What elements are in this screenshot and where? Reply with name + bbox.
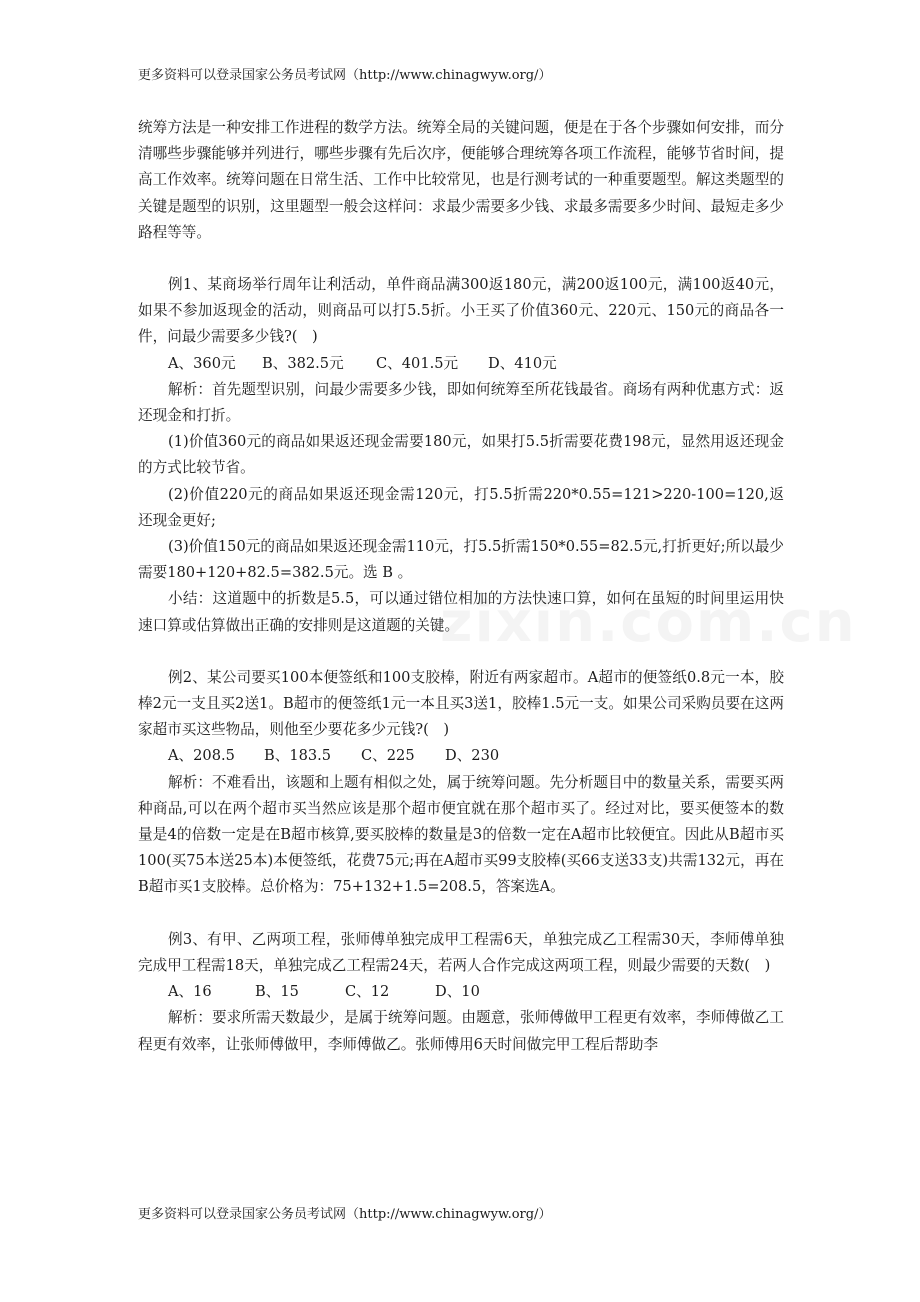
option-c: C、401.5元 (376, 354, 459, 372)
page-header: 更多资料可以登录国家公务员考试网（http://www.chinagwyw.org/） (138, 68, 552, 83)
example-1-summary: 小结：这道题中的折数是5.5，可以通过错位相加的方法快速口算，如何在虽短的时间里运用快速口算或估算做出正确的安排则是这道题的关键。 (138, 590, 784, 634)
option-d: D、230 (445, 747, 500, 765)
example-3-analysis: 解析：要求所需天数最少，是属于统筹问题。由题意，张师傅做甲工程更有效率，李师傅做乙工程更有效率，让张师傅做甲，李师傅做乙。张师傅用6天时间做完甲工程后帮助李 (138, 1009, 784, 1053)
example-2-question: 例2、某公司要买100本便签纸和100支胶棒，附近有两家超市。A超市的便签纸0.8元一本，胶棒2元一支且买2送1。B超市的便签纸1元一本且买3送1，胶棒1.5元一支。如果公司采购员要在这两家超市买这些物品，则他至少要花多少元钱?( ) (138, 668, 784, 739)
option-d: D、410元 (488, 354, 557, 372)
option-a: A、208.5 (168, 747, 235, 765)
example-2-options (138, 743, 784, 769)
example-1-question: 例1、某商场举行周年让利活动，单件商品满300返180元，满200返100元，满100返40元，如果不参加返现金的活动，则商品可以打5.5折。小王买了价值360元、220元、150元的商品各一件，问最少需要多少钱?( ) (138, 276, 784, 346)
option-c: C、12 (345, 983, 390, 1001)
option-b: B、183.5 (264, 747, 332, 765)
option-c: C、225 (361, 747, 415, 765)
example-1-analysis: 解析：首先题型识别，问最少需要多少钱，即如何统筹至所花钱最省。商场有两种优惠方式：返还现金和打折。 (138, 380, 784, 425)
example-3-options (138, 979, 784, 1005)
document-body (138, 115, 784, 1058)
option-b: B、15 (255, 983, 299, 1001)
page-footer: 更多资料可以登录国家公务员考试网（http://www.chinagwyw.org/） (138, 1207, 552, 1222)
example-2-analysis: 解析：不难看出，该题和上题有相似之处，属于统筹问题。先分析题目中的数量关系，需要买两种商品,可以在两个超市买当然应该是那个超市便宜就在那个超市买了。经过对比，要买便签本的数量是4的倍数一定是在B超市核算,要买胶棒的数量是3的倍数一定在A超市比较便宜。因此从B超市买100(买75本送25本)本便签纸，花费75元;再在A超市买99支胶棒(买66支送33支)共需132元，再在B超市买1支胶棒。总价格为：75+132+1.5=208.5，答案选A。 (138, 773, 784, 896)
option-b: B、382.5元 (262, 354, 344, 372)
option-a: A、16 (168, 983, 212, 1001)
example-1-options (138, 351, 784, 377)
example-1-step-3: (3)价值150元的商品如果返还现金需110元，打5.5折需150*0.55=82.5元,打折更好;所以最少需要180+120+82.5=382.5元。选 B 。 (138, 538, 784, 582)
option-d: D、10 (435, 983, 480, 1001)
example-3-question: 例3、有甲、乙两项工程，张师傅单独完成甲工程需6天，单独完成乙工程需30天，李师傅单独完成甲工程需18天，单独完成乙工程需24天，若两人合作完成这两项工程，则最少需要的天数( ) (138, 930, 784, 974)
intro-paragraph: 统筹方法是一种安排工作进程的数学方法。统筹全局的关键问题，便是在于各个步骤如何安排，而分清哪些步骤能够并列进行，哪些步骤有先后次序，便能够合理统筹各项工作流程，能够节省时间，提高工作效率。统筹问题在日常生活、工作中比较常见，也是行测考试的一种重要题型。解这类题型的关键是题型的识别，这里题型一般会这样问：求最少需要多少钱、求最多需要多少时间、最短走多少路程等等。 (138, 119, 784, 241)
example-1-step-1: (1)价值360元的商品如果返还现金需要180元，如果打5.5折需要花费198元，显然用返还现金的方式比较节省。 (138, 433, 784, 477)
option-a: A、360元 (168, 354, 236, 372)
example-1-step-2: (2)价值220元的商品如果返还现金需120元，打5.5折需220*0.55=121>220-100=120,返还现金更好; (138, 485, 784, 529)
